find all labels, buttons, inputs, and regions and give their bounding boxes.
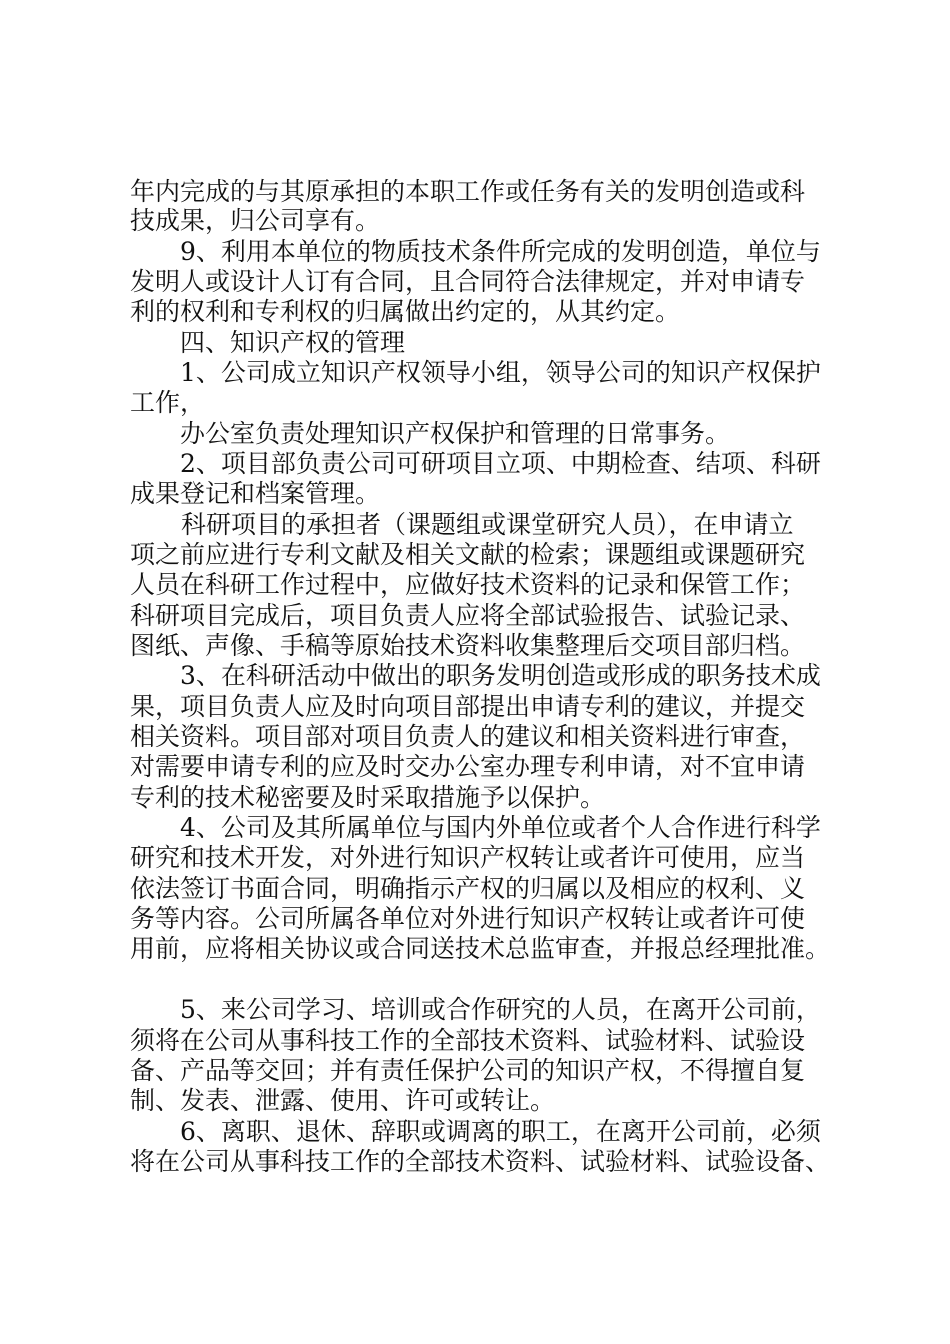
text-line: 备、产品等交回；并有责任保护公司的知识产权，不得擅自复: [130, 1056, 806, 1085]
text-line: 果，项目负责人应及时向项目部提出申请专利的建议，并提交: [130, 692, 806, 721]
paragraph-start: 科研项目的承担者（课题组或课堂研究人员），在申请立: [181, 510, 794, 539]
text-line: 相关资料。项目部对项目负责人的建议和相关资料进行审查，: [130, 722, 806, 751]
paragraph-start: 1、公司成立知识产权领导小组，领导公司的知识产权保护: [180, 358, 821, 387]
text-line: 年内完成的与其原承担的本职工作或任务有关的发明创造或科: [130, 177, 806, 206]
text-line: 用前，应将相关协议或合同送技术总监审查，并报总经理批准。: [130, 934, 831, 963]
section-heading: 四、知识产权的管理: [180, 328, 406, 357]
text-line: 利的权利和专利权的归属做出约定的，从其约定。: [130, 297, 681, 326]
text-line: 专利的技术秘密要及时采取措施予以保护。: [130, 783, 606, 812]
text-line: 工作，: [130, 388, 206, 417]
text-line: 制、发表、泄露、使用、许可或转让。: [130, 1086, 556, 1115]
text-line: 须将在公司从事科技工作的全部技术资料、试验材料、试验设: [130, 1026, 806, 1055]
text-line: 技成果，归公司享有。: [130, 206, 381, 235]
paragraph-start: 办公室负责处理知识产权保护和管理的日常事务。: [180, 419, 731, 448]
text-line: 发明人或设计人订有合同，且合同符合法律规定，并对申请专: [130, 267, 806, 296]
paragraph-start: 4、公司及其所属单位与国内外单位或者个人合作进行科学: [180, 813, 821, 842]
paragraph-start: 6、离职、退休、辞职或调离的职工，在离开公司前，必须: [180, 1117, 821, 1146]
text-line: 图纸、声像、手稿等原始技术资料收集整理后交项目部归档。: [130, 631, 806, 660]
text-line: 依法签订书面合同，明确指示产权的归属以及相应的权利、义: [130, 874, 806, 903]
text-line: 科研项目完成后，项目负责人应将全部试验报告、试验记录、: [130, 601, 806, 630]
paragraph-start: 5、来公司学习、培训或合作研究的人员，在离开公司前，: [180, 995, 821, 1024]
text-line: 成果登记和档案管理。: [130, 479, 381, 508]
text-line: 将在公司从事科技工作的全部技术资料、试验材料、试验设备、: [130, 1147, 831, 1176]
text-line: 项之前应进行专利文献及相关文献的检索；课题组或课题研究: [130, 540, 806, 569]
text-line: 人员在科研工作过程中，应做好技术资料的记录和保管工作；: [130, 570, 806, 599]
text-line: 研究和技术开发，对外进行知识产权转让或者许可使用，应当: [130, 843, 806, 872]
text-line: 务等内容。公司所属各单位对外进行知识产权转让或者许可使: [130, 904, 806, 933]
paragraph-start: 2、项目部负责公司可研项目立项、中期检查、结项、科研: [180, 449, 821, 478]
paragraph-start: 3、在科研活动中做出的职务发明创造或形成的职务技术成: [180, 661, 821, 690]
paragraph-start: 9、利用本单位的物质技术条件所完成的发明创造，单位与: [180, 237, 821, 266]
text-line: 对需要申请专利的应及时交办公室办理专利申请，对不宜申请: [130, 752, 806, 781]
